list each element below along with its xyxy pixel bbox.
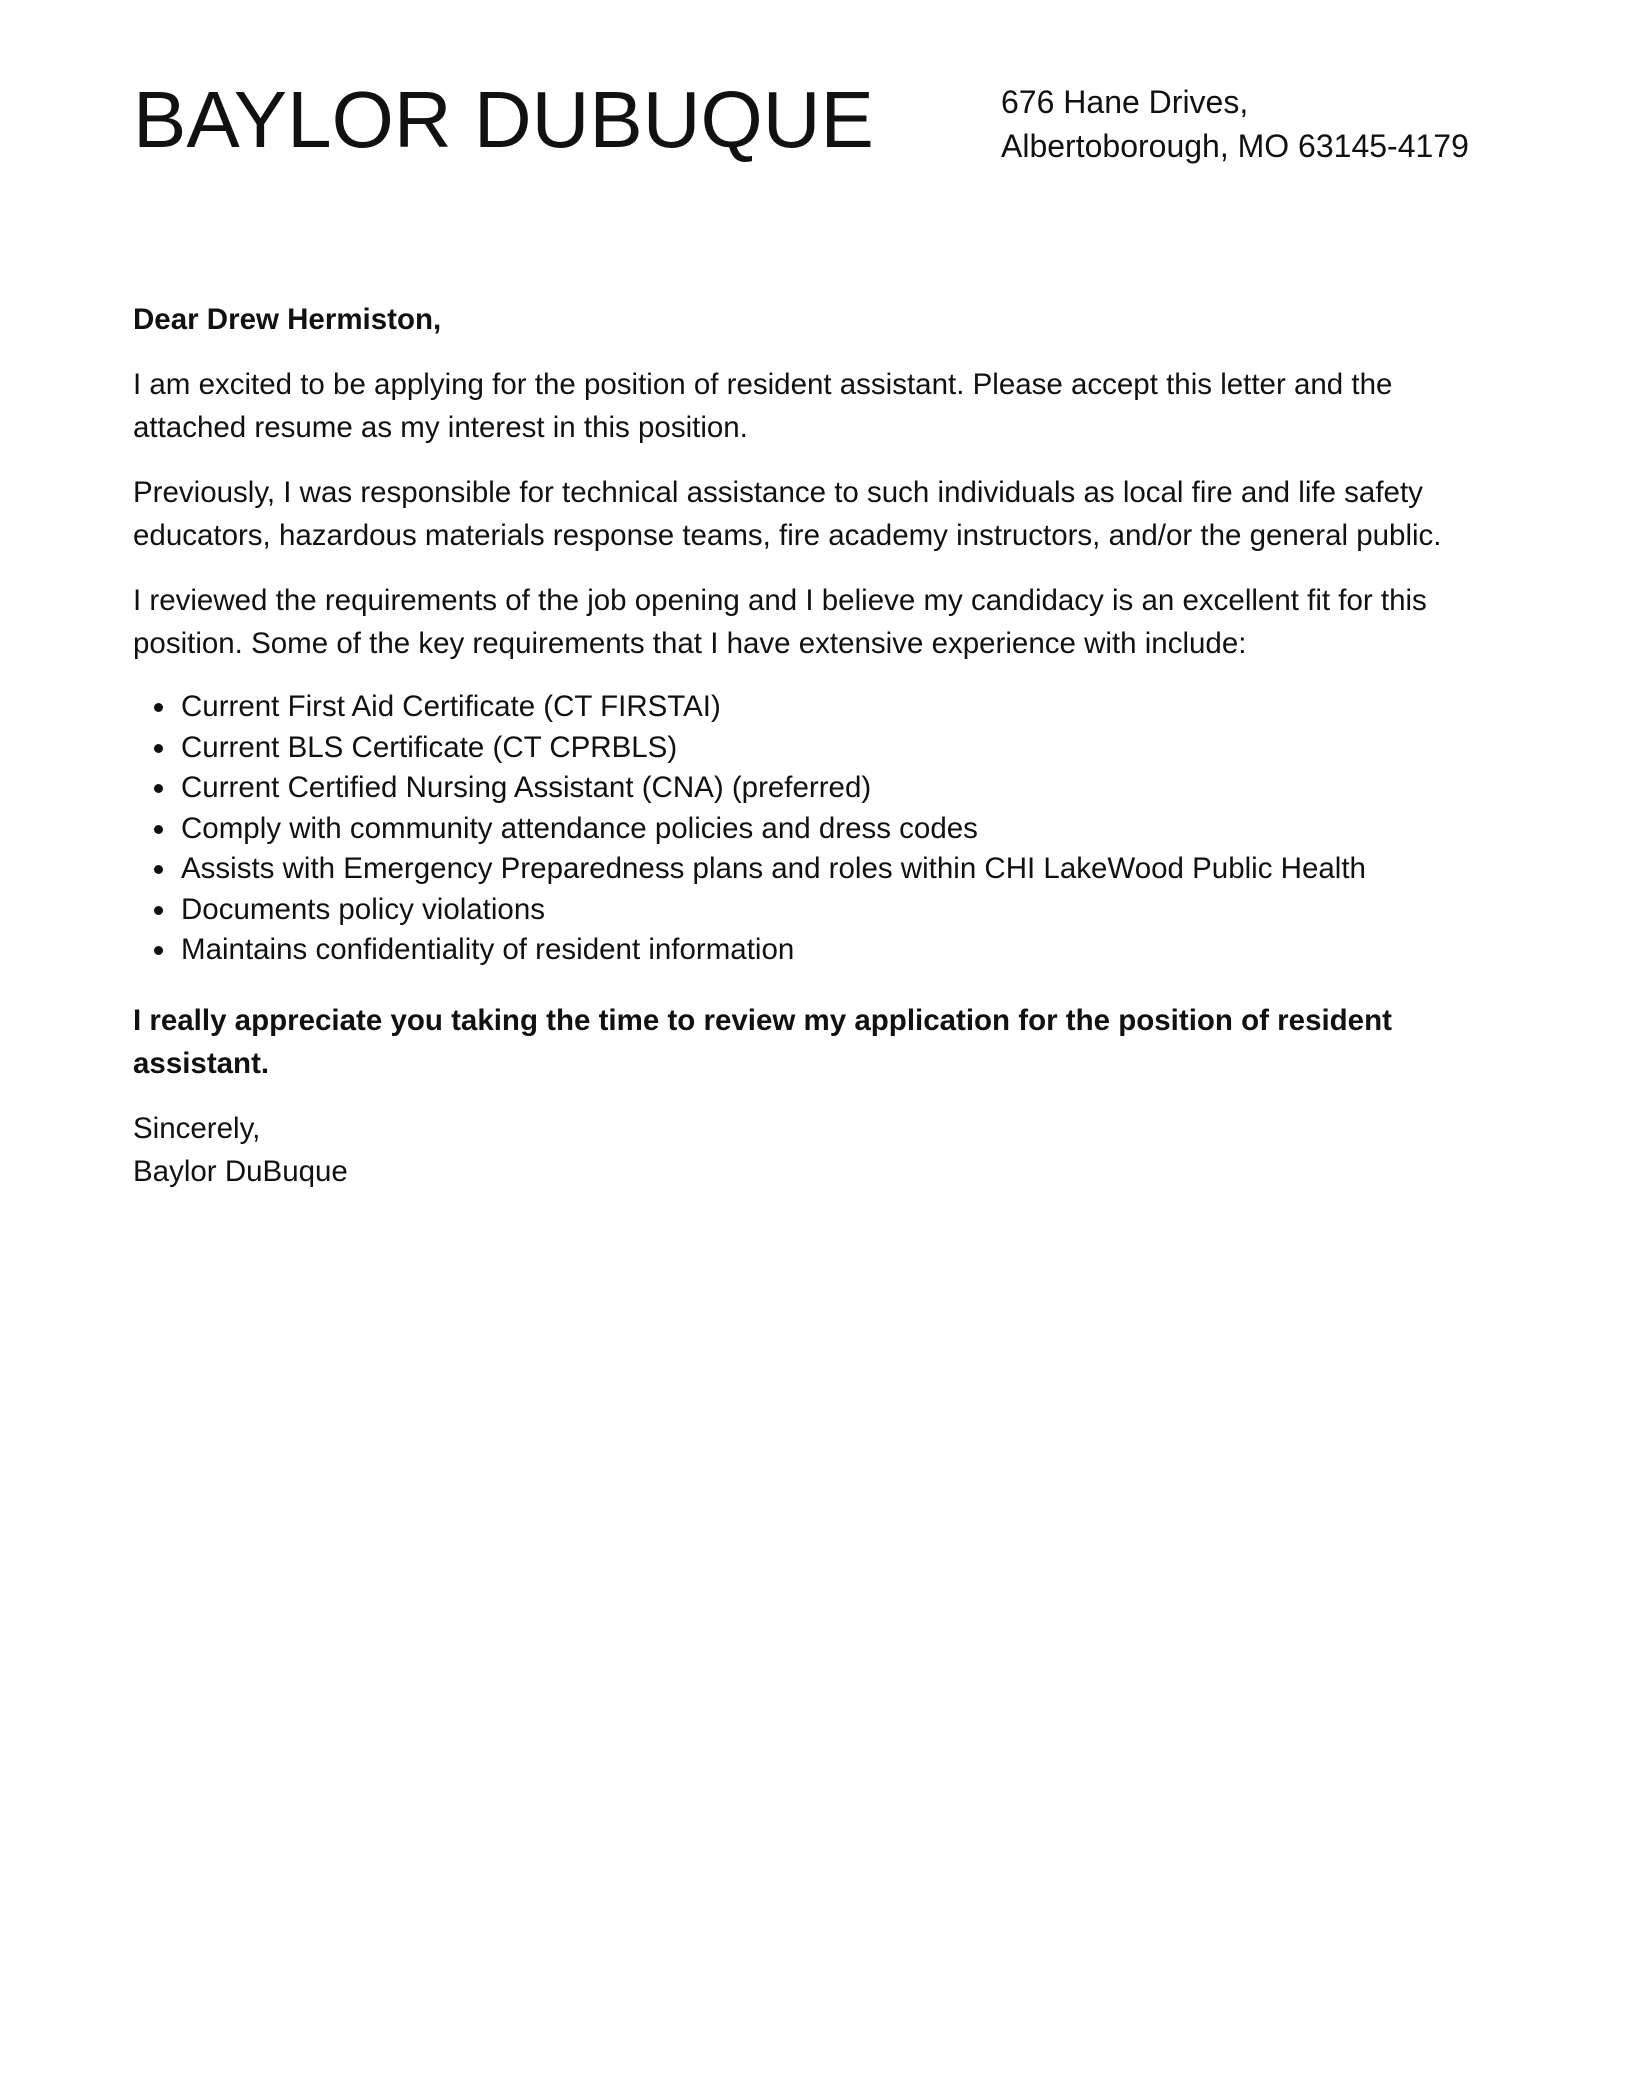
bullet-icon [154,703,163,712]
address-line-1: 676 Hane Drives, [1001,84,1249,120]
list-item-text: Assists with Emergency Preparedness plans and roles within CHI LakeWood Public Health [181,852,1366,885]
letter-body [133,298,1503,1193]
bullet-icon [154,946,163,955]
signoff-block [133,1107,1503,1193]
list-item [181,849,1503,890]
intro-paragraph: I am excited to be applying for the position of resident assistant. Please accept this letter and the attached resume as my interest in this position. [133,368,1393,444]
requirements-paragraph: I reviewed the requirements of the job opening and I believe my candidacy is an excellent fit for this position. Some of the key requirements that I have extensive experience with include: [133,584,1427,660]
list-item-text: Current BLS Certificate (CT CPRBLS) [181,730,678,764]
list-item [181,890,1503,931]
letter-header [133,72,1503,182]
experience-paragraph: Previously, I was responsible for technical assistance to such individuals as local fire and life safety educators, hazardous materials response teams, fire academy instructors, and/or the general public. [133,476,1442,552]
closing-paragraph: I really appreciate you taking the time to review my application for the position of resident assistant. [133,1003,1392,1080]
list-item [181,768,1503,809]
applicant-address [1001,80,1469,168]
list-item [181,809,1503,850]
list-item-text: Comply with community attendance policies and dress codes [181,811,978,845]
list-item-text: Documents policy violations [181,892,545,926]
signoff-text: Sincerely, [133,1111,261,1145]
list-item [181,728,1503,769]
list-item-text: Current Certified Nursing Assistant (CNA) (preferred) [181,771,872,804]
list-item-text: Maintains confidentiality of resident information [181,933,795,966]
list-item [181,687,1503,728]
bullet-icon [154,744,163,753]
requirements-list [133,687,1503,971]
bullet-icon [154,825,163,834]
applicant-name: BAYLOR DUBUQUE [133,75,874,164]
list-item [181,930,1503,971]
bullet-icon [154,865,163,874]
salutation: Dear Drew Hermiston, [133,303,442,336]
address-line-2: Albertoborough, MO 63145-4179 [1001,128,1469,164]
list-item-text: Current First Aid Certificate (CT FIRSTAI) [181,690,721,723]
bullet-icon [154,784,163,793]
signature-name: Baylor DuBuque [133,1154,348,1188]
bullet-icon [154,906,163,915]
